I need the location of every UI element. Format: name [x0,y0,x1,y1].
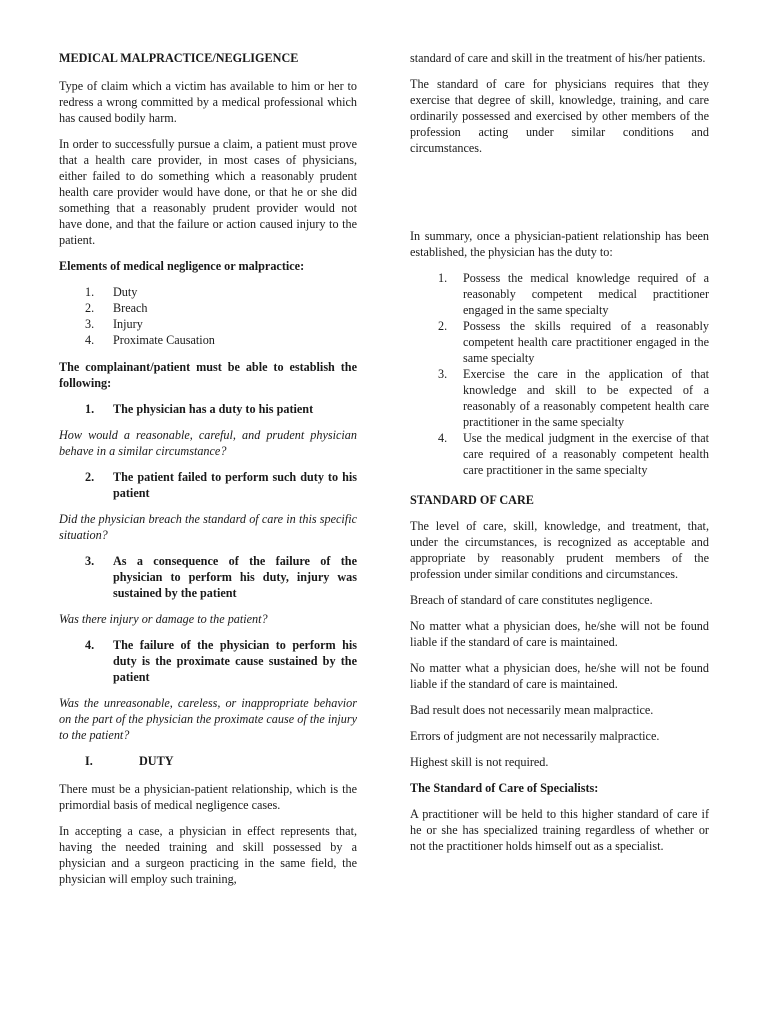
claim-paragraph: In order to successfully pursue a claim, a patient must prove that a health care provider, in most cases of physicians, either failed to do something which a reasonably prudent health care provider would have done, or that he or she did something that a reasonably prudent provider would not have done, and that the failure or action caused injury to the patient. [59,137,357,247]
continued-paragraph: standard of care and skill in the treatment of his/her patients. [410,51,706,65]
elements-heading: Elements of medical negligence or malpractice: [59,259,305,273]
requirement-item: 3. As a consequence of the failure of the physician to perform his duty, injury was sustained by the patient [85,554,357,600]
requirement-item: 1. The physician has a duty to his patient [85,402,314,416]
elements-list [59,284,357,348]
blank-space [410,166,709,228]
summary-paragraph: In summary, once a physician-patient relationship has been established, the physician has the duty to: [410,229,709,259]
requirement-question: How would a reasonable, careful, and prudent physician behave in a similar circumstance? [59,428,357,458]
list-item: 1. Duty [85,285,138,299]
soc-paragraph: Bad result does not necessarily mean malpractice. [410,703,654,717]
list-item: 1. Possess the medical knowledge required of a reasonably competent medical practitioner engaged in the same specialty [438,271,709,317]
requirement-question: Was the unreasonable, careless, or inappropriate behavior on the part of the physician the proximate cause of the injury to the patient? [59,696,357,742]
soc-paragraph: Errors of judgment are not necessarily malpractice. [410,729,660,743]
list-item: 2. Breach [85,301,148,315]
duty-section-heading: I. DUTY [85,754,174,768]
standard-paragraph: The standard of care for physicians requires that they exercise that degree of skill, knowledge, training, and care ordinarily possessed and exercised by other members of the profession acting under similar conditions and circumstances. [410,77,709,155]
list-item: 4. Proximate Causation [85,333,215,347]
soc-paragraph: The level of care, skill, knowledge, and treatment, that, under the circumstances, is recognized as acceptable and appropriate by reasonably prudent members of the profession under similar conditions and circumstances. [410,519,709,581]
list-item: 4. Use the medical judgment in the exercise of that care required of a reasonably competent health care practitioner in the same specialty [438,431,709,477]
establish-heading: The complainant/patient must be able to establish the following: [59,360,357,390]
definition-paragraph: Type of claim which a victim has available to him or her to redress a wrong committed by a medical professional which has caused bodily harm. [59,79,357,125]
duty-paragraph: There must be a physician-patient relationship, which is the primordial basis of medical negligence cases. [59,782,357,812]
duty-paragraph: In accepting a case, a physician in effect represents that, having the needed training and skill possessed by a physician and a surgeon practicing in the same field, the physician will employ such training, [59,824,357,886]
left-column [59,50,357,897]
soc-paragraph: Highest skill is not required. [410,755,549,769]
right-column [410,50,709,864]
list-item: 3. Injury [85,317,143,331]
soc-paragraph: No matter what a physician does, he/she will not be found liable if the standard of care is maintained. [410,661,709,691]
list-item: 3. Exercise the care in the application of that knowledge and skill to be expected of a reasonably of a reasonably competent health care practitioner in the same specialty [438,367,709,429]
soc-paragraph: No matter what a physician does, he/she will not be found liable if the standard of care is maintained. [410,619,709,649]
specialists-heading: The Standard of Care of Specialists: [410,781,599,795]
soc-paragraph: Breach of standard of care constitutes negligence. [410,593,653,607]
requirement-question: Did the physician breach the standard of care in this specific situation? [59,512,357,542]
standard-of-care-heading: STANDARD OF CARE [410,493,534,507]
duties-list [410,270,709,478]
specialists-paragraph: A practitioner will be held to this higher standard of care if he or she has specialized training regardless of whether or not the practitioner holds himself out as a specialist. [410,807,709,853]
requirement-item: 4. The failure of the physician to perform his duty is the proximate cause sustained by the patient [85,638,357,684]
document-title: MEDICAL MALPRACTICE/NEGLIGENCE [59,51,299,65]
list-item: 2. Possess the skills required of a reasonably competent health care practitioner engaged in the same specialty [438,319,709,365]
requirement-item: 2. The patient failed to perform such duty to his patient [85,470,357,500]
requirement-question: Was there injury or damage to the patient? [59,612,268,626]
